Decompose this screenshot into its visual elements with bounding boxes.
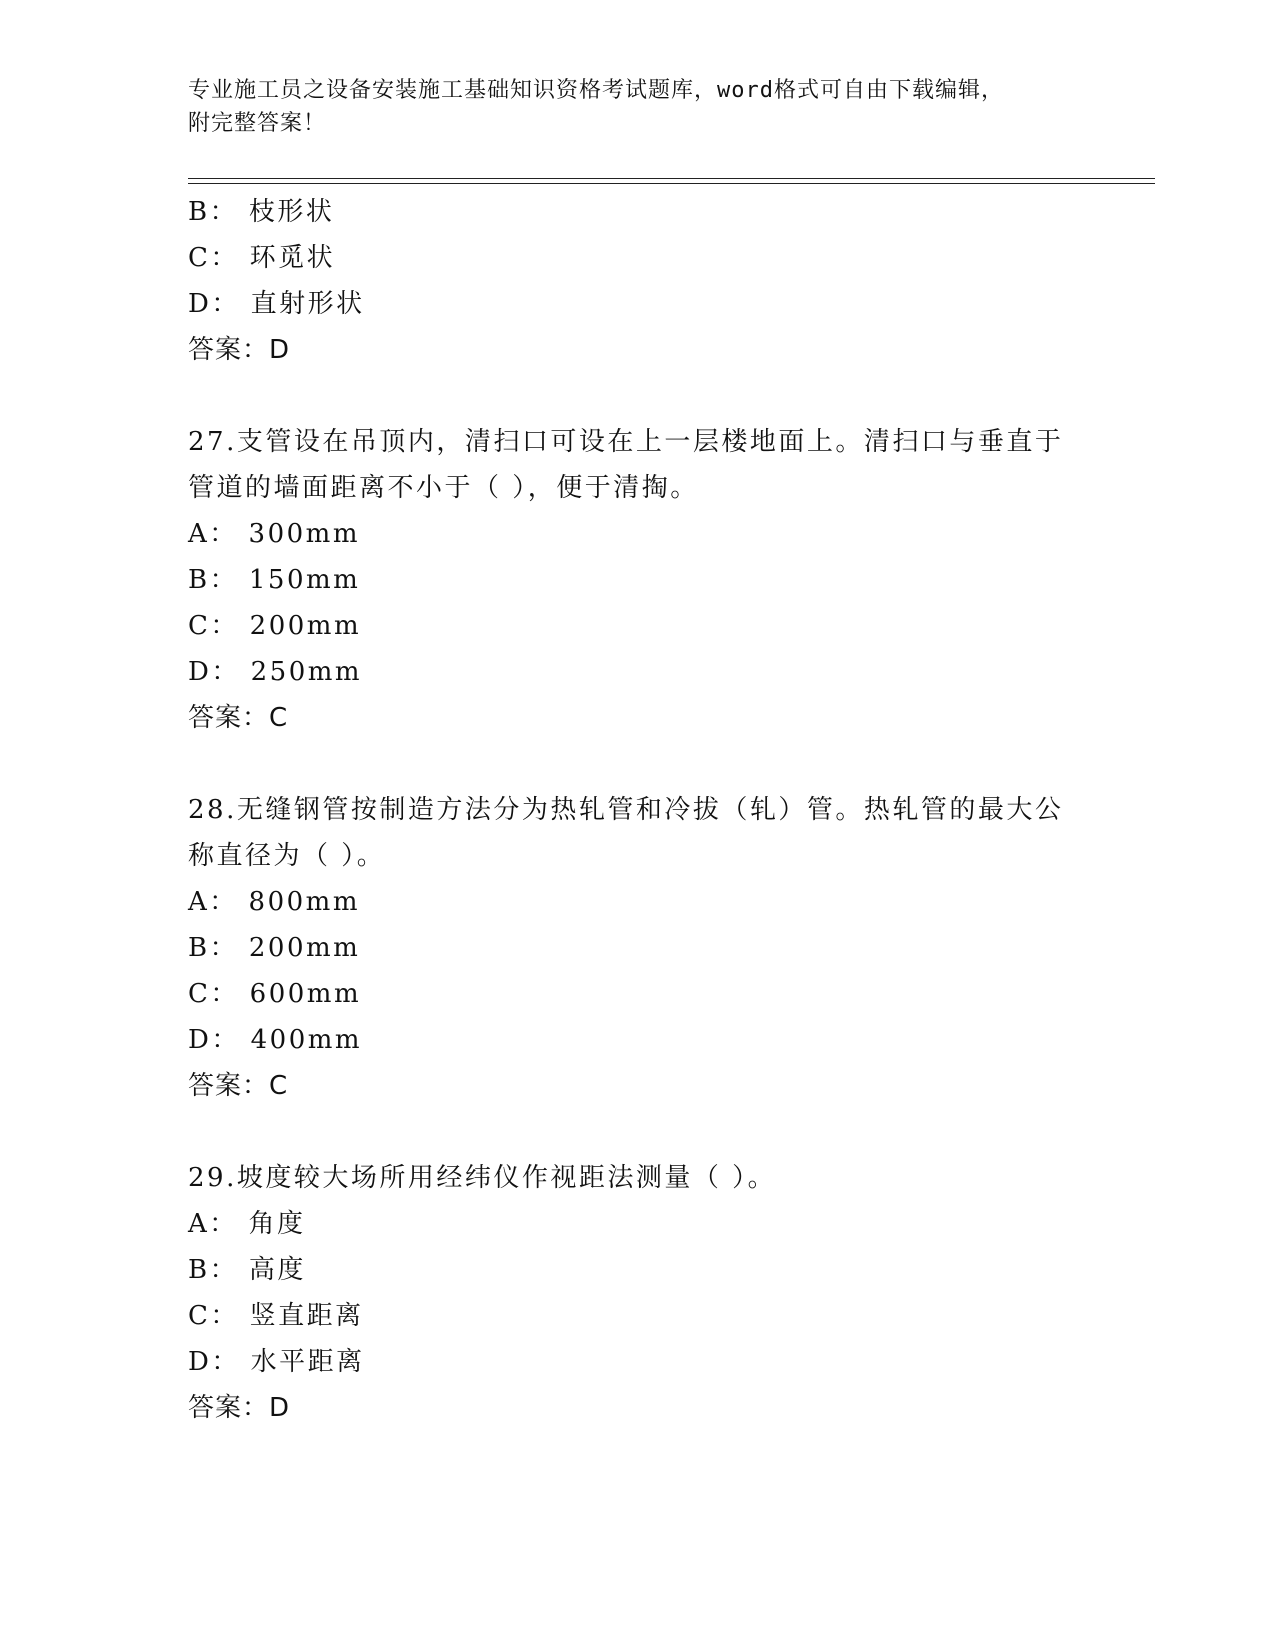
question-block-28 [188,787,1088,1109]
option-b: B： 高度 [188,1255,306,1285]
question-stem: 28.无缝钢管按制造方法分为热轧管和冷拔（轧）管。热轧管的最大公 [188,795,1064,825]
option-b: B： 200mm [188,933,361,963]
question-content [188,189,1088,1431]
spacer [188,741,1088,787]
option-d: D： 400mm [188,1025,363,1055]
spacer [188,373,1088,419]
option-d: D： 直射形状 [188,289,365,319]
option-b: B： 枝形状 [188,197,335,227]
document-header [188,74,1078,140]
question-stem: 27.支管设在吊顶内，清扫口可设在上一层楼地面上。清扫口与垂直于 [188,427,1064,457]
question-block-29 [188,1155,1088,1431]
option-c: C： 200mm [188,611,362,641]
answer-line: 答案：C [188,1071,289,1101]
question-stem-continued: 称直径为（ ）。 [188,841,386,871]
header-line-2: 附完整答案！ [188,111,327,136]
option-c: C： 竖直距离 [188,1301,364,1331]
question-block-previous [188,189,1088,373]
option-b: B： 150mm [188,565,361,595]
spacer [188,1109,1088,1155]
option-c: C： 600mm [188,979,362,1009]
header-line-1: 专业施工员之设备安装施工基础知识资格考试题库，word格式可自由下载编辑， [188,78,1004,103]
option-c: C： 环觅状 [188,243,336,273]
answer-line: 答案：D [188,335,291,365]
option-a: A： 角度 [188,1209,306,1239]
question-block-27 [188,419,1088,741]
answer-line: 答案：D [188,1393,291,1423]
option-d: D： 250mm [188,657,363,687]
header-divider-bottom [188,183,1155,184]
question-stem: 29.坡度较大场所用经纬仪作视距法测量（ ）。 [188,1163,777,1193]
answer-line: 答案：C [188,703,289,733]
option-a: A： 800mm [188,887,360,917]
option-d: D： 水平距离 [188,1347,365,1377]
question-stem-continued: 管道的墙面距离不小于（ ），便于清掏。 [188,473,699,503]
option-a: A： 300mm [188,519,360,549]
header-divider-top [188,178,1155,179]
